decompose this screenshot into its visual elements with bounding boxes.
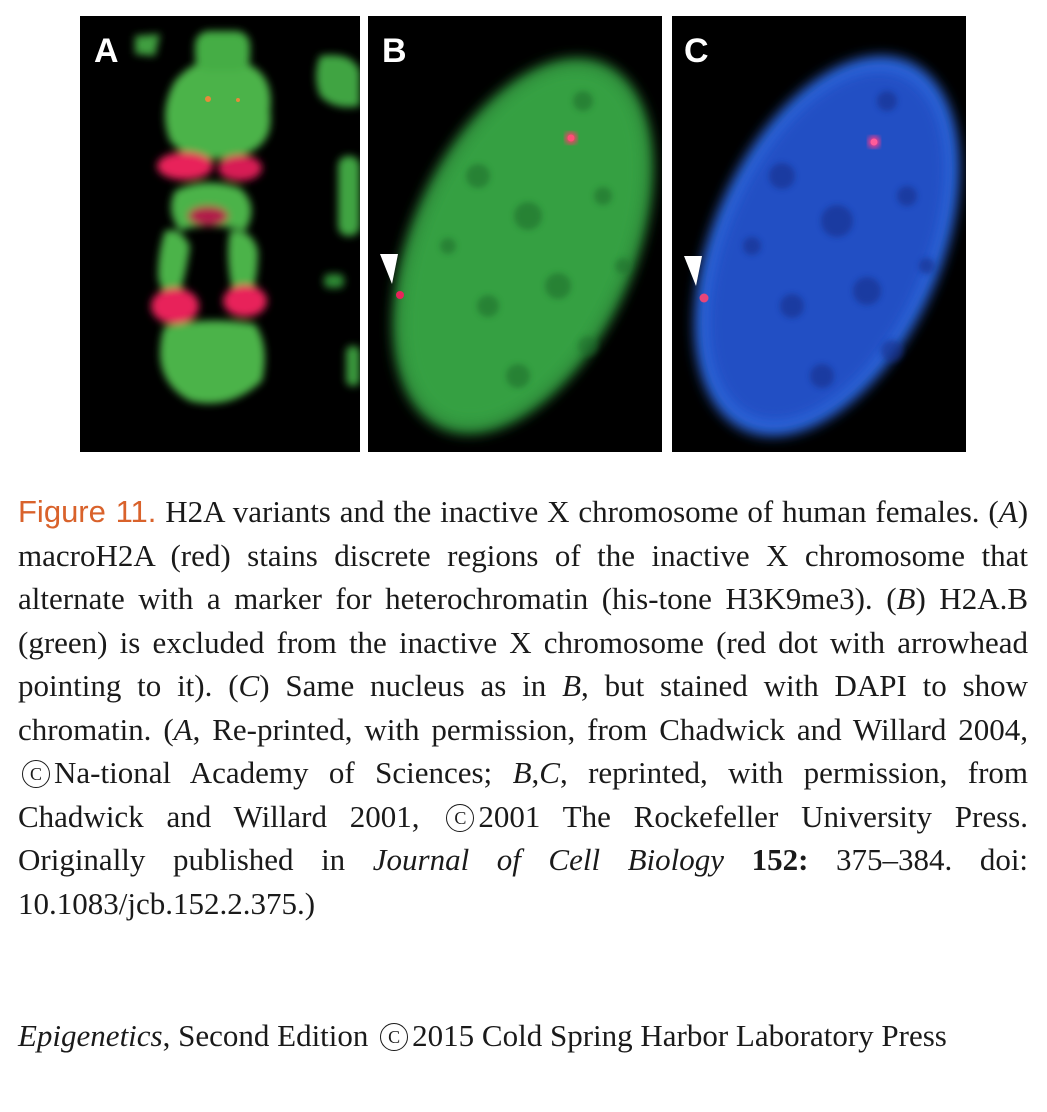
journal-pages: 375–384.	[836, 842, 953, 877]
arrowhead-icon	[380, 254, 398, 284]
caption-title: H2A variants and the inactive X chromosome of human females.	[165, 494, 980, 529]
caption-ref: C	[238, 668, 260, 703]
book-edition: , Second Edition	[162, 1018, 369, 1053]
caption-ref: C	[539, 755, 560, 790]
caption-sentence-b: ) H2A.B (green) is excluded from the inactive X chromosome (red dot with arrowhead pointing to it).	[18, 581, 1029, 703]
copyright-icon: C	[380, 1023, 408, 1051]
caption-paren: (	[163, 711, 174, 747]
caption-credit-a: , Re-printed, with permission, from Chadwick and Willard 2004,	[192, 711, 1028, 747]
caption-paren: (	[228, 668, 239, 703]
figure-caption	[18, 490, 1028, 925]
figure-image	[80, 16, 966, 452]
panel-a	[80, 16, 360, 452]
panel-a-micrograph	[80, 16, 360, 452]
caption-credit-bc: , reprinted, with permission, from Chadwick and Willard 2001,	[18, 755, 1029, 834]
caption-comma: ,	[531, 755, 540, 790]
panel-a-label: A	[94, 32, 119, 70]
caption-sentence-c: ) Same nucleus as in	[259, 668, 547, 703]
caption-sentence-a: ) macroH2A (red) stains discrete regions of the inactive X chromosome that alternate with a marker for heterochromatin (his-tone H3K9me3).	[18, 494, 1029, 616]
caption-ref: B	[512, 755, 532, 790]
copyright-icon: C	[446, 804, 474, 832]
panel-b-label: B	[382, 32, 407, 70]
caption-ref: B	[562, 668, 582, 703]
caption-ref: A	[173, 711, 193, 747]
caption-paren: (	[988, 494, 999, 529]
caption-sentence-c2: , but stained with DAPI to show chromatin.	[18, 668, 1029, 747]
journal-name: Journal of Cell Biology	[372, 842, 725, 877]
book-credit	[18, 1016, 1028, 1056]
panel-b	[368, 16, 662, 452]
panel-c-micrograph	[672, 16, 966, 452]
panel-b-micrograph	[368, 16, 662, 452]
figure-number: Figure 11.	[18, 494, 157, 529]
caption-credit-bc2: 2001 The Rockefeller University Press. Originally published in	[18, 798, 1028, 877]
caption-ref: A	[998, 494, 1018, 529]
book-publisher: 2015 Cold Spring Harbor Laboratory Press	[412, 1018, 947, 1053]
caption-doi: doi: 10.1083/jcb.152.2.375.)	[18, 842, 1029, 921]
caption-credit-a2: Na-tional Academy of Sciences;	[54, 755, 493, 790]
caption-ref: B	[896, 581, 916, 616]
panel-c-label: C	[684, 32, 709, 70]
journal-volume: 152:	[751, 842, 809, 877]
copyright-icon: C	[22, 760, 50, 788]
panel-c	[672, 16, 966, 452]
caption-paren: (	[886, 581, 897, 616]
book-title: Epigenetics	[18, 1018, 163, 1053]
